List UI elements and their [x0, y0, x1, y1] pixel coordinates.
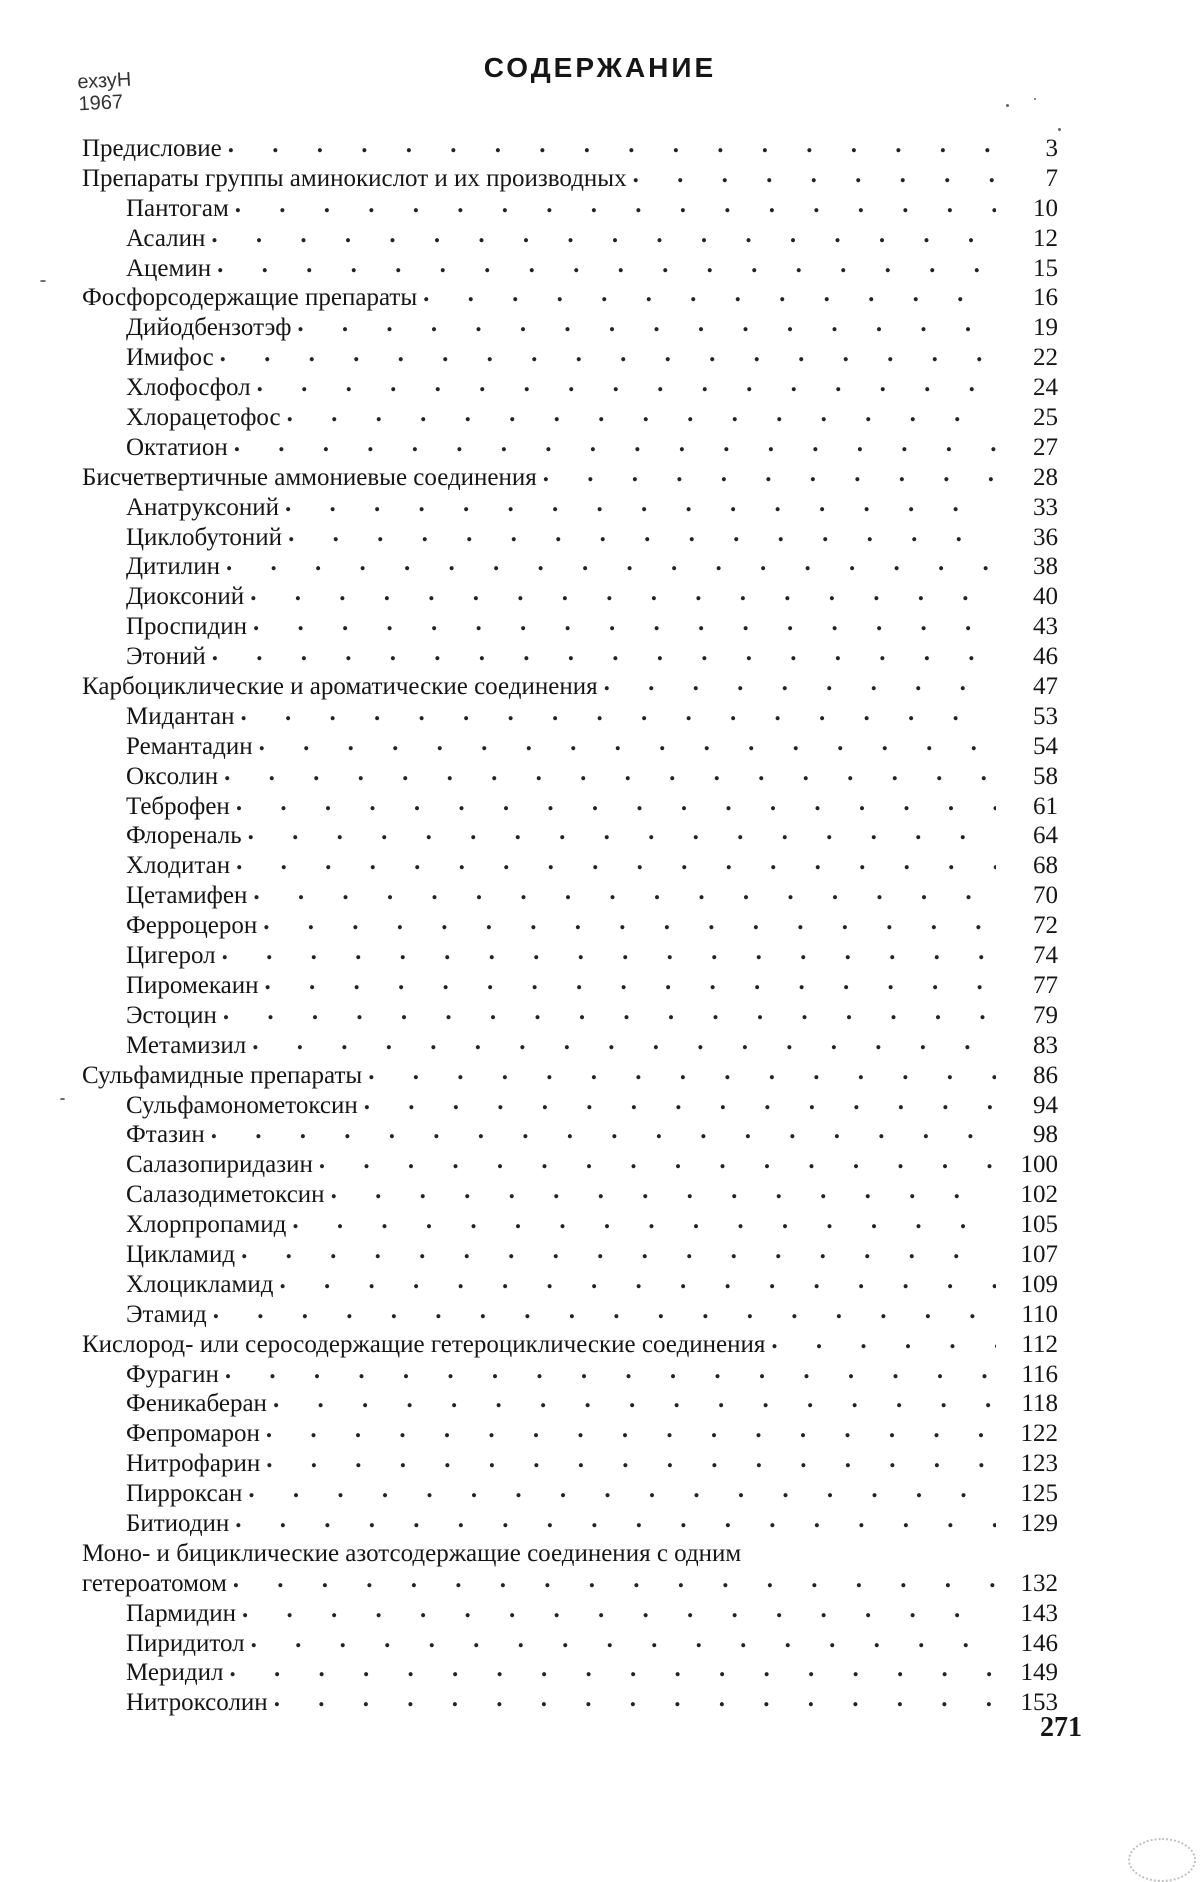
dot-leader: [228, 130, 996, 160]
toc-entry-page: 109: [1020, 1270, 1058, 1298]
dot-leader: [368, 1057, 996, 1087]
toc-entry-page: 3: [1045, 135, 1058, 162]
toc-entry-page: 10: [1033, 194, 1058, 222]
toc-entry-title: Пармидин: [126, 1599, 236, 1627]
dot-leader: [285, 489, 996, 519]
dot-leader: [288, 519, 996, 549]
toc-entry-title: Хлорпропамид: [126, 1211, 287, 1239]
dot-leader: [364, 1087, 996, 1117]
toc-entry-title: Фепромарон: [126, 1420, 260, 1448]
toc-entry-page: 86: [1033, 1061, 1058, 1089]
dot-leader: [251, 1625, 996, 1655]
dot-leader: [771, 1326, 996, 1356]
toc-entry-title: Моно- и бициклические азотсодержащие соединения с одним: [82, 1539, 742, 1567]
dot-leader: [319, 1146, 996, 1176]
toc-entry-title: гетероатомом: [82, 1569, 227, 1597]
dot-leader: [213, 1296, 996, 1326]
dot-leader: [225, 1356, 996, 1386]
toc-entry-title: Асалин: [126, 224, 206, 252]
dot-leader: [236, 847, 996, 877]
print-speck: [1006, 104, 1009, 107]
stamp-mark: [1128, 1838, 1196, 1882]
toc-entry-title: Цигерол: [126, 942, 216, 970]
toc-entry-page: 79: [1033, 1001, 1058, 1029]
toc-entry-page: 143: [1020, 1599, 1058, 1627]
toc-entry-title: Кислород- или серосодержащие гетероциклические соединения: [82, 1330, 766, 1358]
toc-entry-title: Нитрофарин: [126, 1450, 261, 1478]
dot-leader: [223, 997, 996, 1027]
dot-leader: [250, 578, 996, 608]
toc-entry-page: 83: [1033, 1031, 1058, 1059]
dot-leader: [226, 548, 996, 578]
dot-leader: [257, 369, 996, 399]
toc-entry-title: Бисчетвертичные аммониевые соединения: [82, 463, 537, 491]
dot-leader: [229, 1654, 996, 1684]
print-speck: [60, 1098, 65, 1100]
toc-entry-title: Фосфорсодержащие препараты: [82, 284, 418, 312]
page-title: СОДЕРЖАНИЕ: [483, 52, 717, 83]
toc-entry-title: Флореналь: [126, 822, 242, 850]
toc-entry-title: Хлоцикламид: [126, 1270, 274, 1298]
toc-entry-title: Сульфамидные препараты: [82, 1061, 363, 1089]
dot-leader: [235, 190, 996, 220]
toc-entry-title: Оксолин: [126, 762, 219, 790]
toc-entry-title: Салазодиметоксин: [126, 1181, 325, 1209]
toc-entry-title: Имифос: [126, 344, 214, 372]
dot-leader: [233, 1565, 996, 1595]
toc-entry-page: 112: [1021, 1330, 1058, 1358]
toc-entry-page: 70: [1033, 882, 1058, 910]
toc-entry-title: Эстоцин: [126, 1001, 217, 1029]
print-speck: [1034, 98, 1036, 100]
dot-leader: [217, 250, 996, 280]
toc-entry-title: Дитилин: [126, 553, 220, 581]
toc-entry-page: 68: [1033, 852, 1058, 880]
toc-entry-title: Фурагин: [126, 1360, 219, 1388]
toc-entry-page: 102: [1020, 1181, 1058, 1209]
toc-entry-title: Ферроцерон: [126, 912, 258, 940]
toc-entry-page: 64: [1033, 822, 1058, 850]
toc-entry-page: 27: [1033, 433, 1058, 461]
toc-entry-page: 46: [1033, 643, 1058, 671]
toc-entry-page: 43: [1033, 613, 1058, 641]
toc-entry-page: 77: [1033, 971, 1058, 999]
toc-entry-page: 118: [1021, 1390, 1058, 1418]
dot-leader: [212, 638, 996, 668]
dot-leader: [423, 279, 996, 309]
dot-leader: [263, 907, 996, 937]
dot-leader: [265, 967, 997, 997]
dot-leader: [211, 220, 996, 250]
toc-entry-page: 12: [1033, 224, 1058, 252]
dot-leader: [241, 698, 996, 728]
toc-entry-title: Пантогам: [126, 194, 229, 222]
dot-leader: [236, 788, 996, 818]
toc-entry-page: 36: [1033, 523, 1058, 551]
toc-entry-title: Мидантан: [126, 702, 235, 730]
toc-entry-page: 16: [1033, 284, 1058, 312]
dot-leader: [273, 1385, 996, 1415]
toc-entry-page: 100: [1020, 1151, 1058, 1179]
dot-leader: [224, 758, 996, 788]
toc-entry-page: 123: [1020, 1450, 1058, 1478]
toc-entry-page: 38: [1033, 553, 1058, 581]
toc-entry-title: Цетамифен: [126, 882, 248, 910]
toc-entry-page: 146: [1020, 1629, 1058, 1657]
dot-leader: [222, 937, 996, 967]
print-speck: [40, 280, 46, 282]
dot-leader: [292, 1206, 996, 1236]
dot-leader: [252, 1027, 996, 1057]
corner-mark-line: ехзуН: [76, 68, 132, 94]
dot-leader: [266, 1415, 996, 1445]
dot-leader: [287, 399, 996, 429]
toc-entry-page: 47: [1033, 673, 1058, 701]
toc-entry-page: 28: [1033, 463, 1058, 491]
toc-entry-title: Салазопиридазин: [126, 1151, 313, 1179]
dot-leader: [266, 1445, 996, 1475]
toc-entry-title: Пиромекаин: [126, 971, 259, 999]
toc-entry-title: Предисловие: [82, 135, 222, 162]
toc-entry-page: 54: [1033, 732, 1058, 760]
toc-entry-page: 58: [1033, 762, 1058, 790]
toc-entry-title: Диоксоний: [126, 583, 245, 611]
toc-entry-title: Циклобутоний: [126, 523, 283, 551]
dot-leader: [220, 339, 996, 369]
toc-entry-title: Сульфамонометоксин: [126, 1091, 358, 1119]
toc-entry-page: 25: [1033, 404, 1058, 432]
dot-leader: [253, 877, 996, 907]
toc-entry-title: Анатруксоний: [126, 493, 280, 521]
dot-leader: [242, 1595, 996, 1625]
dot-leader: [248, 1475, 996, 1505]
toc-entry-title: Меридил: [126, 1659, 224, 1687]
toc-entry-title: Хлодитан: [126, 852, 231, 880]
toc-entry-title: Октатион: [126, 433, 228, 461]
toc-entry-title: Дийодбензотэф: [126, 314, 292, 342]
toc-entry: [82, 1688, 1058, 1718]
toc-entry-page: 19: [1033, 314, 1058, 342]
toc-entry-page: 22: [1033, 344, 1058, 372]
toc-entry-page: 107: [1020, 1240, 1058, 1268]
toc-entry-page: 116: [1021, 1360, 1058, 1388]
toc-entry-title: Препараты группы аминокислот и их производных: [82, 164, 627, 192]
toc-entry-title: Карбоциклические и ароматические соединения: [82, 673, 598, 701]
toc-entry-page: 125: [1020, 1480, 1058, 1508]
toc-entry-title: Битиодин: [126, 1509, 230, 1537]
toc-entry-title: Феникаберан: [126, 1390, 267, 1418]
table-of-contents: [82, 134, 1058, 1718]
toc-entry-page: 74: [1033, 942, 1058, 970]
dot-leader: [543, 459, 996, 489]
toc-entry-title: Теброфен: [126, 792, 230, 820]
toc-entry-page: 153: [1020, 1689, 1058, 1717]
toc-entry-page: 129: [1020, 1509, 1058, 1537]
toc-entry-page: 149: [1020, 1659, 1058, 1687]
page-number: 271: [1040, 1712, 1082, 1743]
toc-entry-page: 110: [1021, 1300, 1058, 1328]
toc-entry-page: 40: [1033, 583, 1058, 611]
dot-leader: [633, 160, 996, 190]
toc-entry-page: 15: [1033, 254, 1058, 282]
dot-leader: [253, 608, 996, 638]
dot-leader: [241, 1236, 996, 1266]
dot-leader: [234, 429, 996, 459]
toc-entry-page: 94: [1033, 1091, 1058, 1119]
dot-leader: [279, 1266, 996, 1296]
toc-entry-page: 122: [1020, 1420, 1058, 1448]
dot-leader: [331, 1176, 996, 1206]
toc-entry-title: Фтазин: [126, 1121, 205, 1149]
dot-leader: [604, 668, 996, 698]
toc-entry-page: 61: [1033, 792, 1058, 820]
toc-entry-page: 105: [1020, 1211, 1058, 1239]
toc-entry-title: Хлофосфол: [126, 374, 251, 402]
toc-entry-title: Ацемин: [126, 254, 212, 282]
toc-entry-title: Этоний: [126, 643, 206, 671]
toc-entry-title: Проспидин: [126, 613, 248, 641]
toc-entry-title: Метамизил: [126, 1031, 247, 1059]
toc-entry-page: 33: [1033, 493, 1058, 521]
toc-entry-page: 98: [1033, 1121, 1058, 1149]
toc-entry-title: Нитроксолин: [126, 1689, 268, 1717]
toc-entry-title: Пирроксан: [126, 1480, 243, 1508]
dot-leader: [248, 817, 996, 847]
toc-entry-title: Цикламид: [126, 1240, 236, 1268]
print-speck: [1058, 128, 1061, 131]
dot-leader: [235, 1505, 996, 1535]
toc-entry: [82, 1509, 1058, 1539]
toc-entry-title: Пиридитол: [126, 1629, 245, 1657]
toc-entry-page: 7: [1045, 164, 1058, 192]
dot-leader: [259, 728, 996, 758]
dot-leader: [211, 1116, 996, 1146]
toc-entry-page: 53: [1033, 702, 1058, 730]
corner-mark-line: 1967: [78, 91, 124, 116]
toc-entry-page: 132: [1020, 1569, 1058, 1597]
dot-leader: [297, 309, 996, 339]
toc-entry-title: Хлорацетофос: [126, 404, 281, 432]
toc-entry-title: Этамид: [126, 1300, 207, 1328]
toc-entry-page: 72: [1033, 912, 1058, 940]
dot-leader: [274, 1684, 996, 1714]
toc-entry-title: Ремантадин: [126, 732, 253, 760]
toc-entry-page: 24: [1033, 374, 1058, 402]
